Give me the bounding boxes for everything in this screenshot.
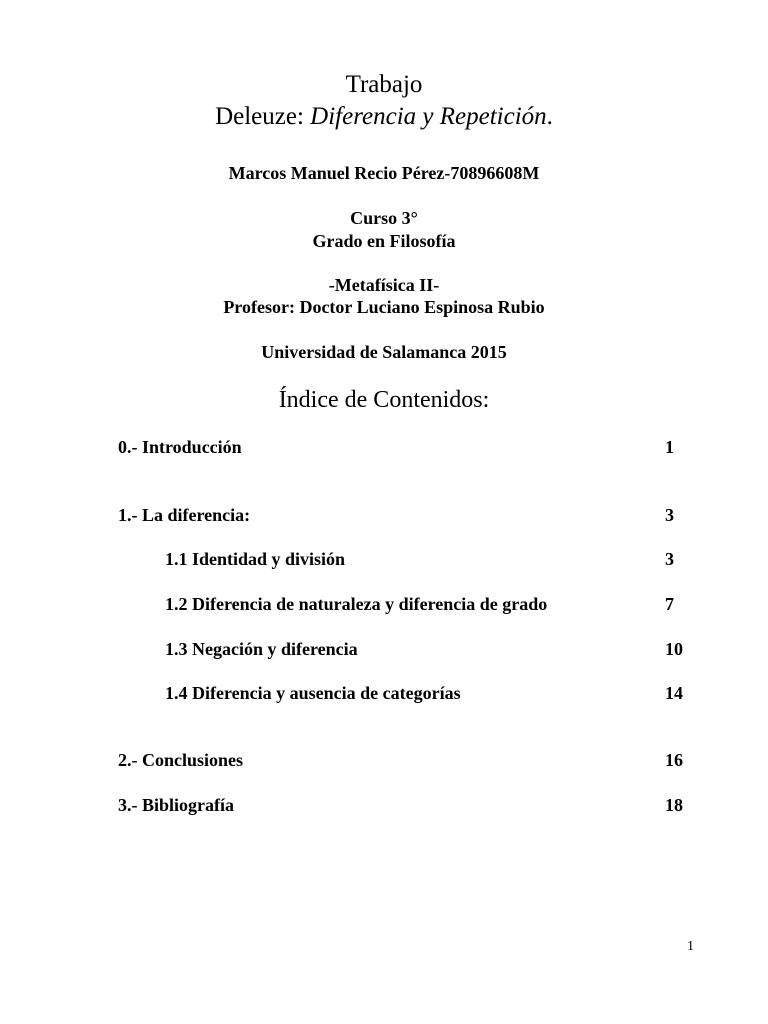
toc-entry-page: 7 <box>665 594 674 614</box>
toc-entry <box>0 793 768 817</box>
professor-line: Profesor: Doctor Luciano Espinosa Rubio <box>223 297 545 317</box>
toc-entry-page: 3 <box>665 549 674 569</box>
toc-entry <box>0 748 768 772</box>
degree-line: Grado en Filosofía <box>312 231 456 251</box>
toc-entry-page: 10 <box>665 639 683 659</box>
toc-entry-label: 1.2 Diferencia de naturaleza y diferencia de grado <box>165 594 548 614</box>
toc-entry-label: 1.1 Identidad y división <box>165 549 346 569</box>
toc-entry-page: 16 <box>665 750 683 770</box>
toc-entry-page: 18 <box>665 795 683 815</box>
toc-entry-label: 2.- Conclusiones <box>118 750 244 770</box>
toc-entry-label: 3.- Bibliografía <box>118 795 234 815</box>
title-period: . <box>546 103 553 130</box>
title-trabajo: Trabajo <box>345 71 423 98</box>
title-line-2 <box>0 102 768 132</box>
page-number: 1 <box>687 939 694 954</box>
course-line: Curso 3° <box>350 208 418 228</box>
university-line: Universidad de Salamanca 2015 <box>261 342 507 362</box>
toc-entry <box>0 547 768 571</box>
author-line: Marcos Manuel Recio Pérez-70896608M <box>228 163 540 183</box>
toc-entry-page: 3 <box>665 505 674 525</box>
subject-line: -Metafísica II- <box>328 275 440 295</box>
toc-entry <box>0 435 768 459</box>
toc-entry-label: 1.- La diferencia: <box>118 505 251 525</box>
title-line-1 <box>0 70 768 100</box>
title-author-name: Deleuze: <box>215 103 311 130</box>
title-work-name: Diferencia y Repetición <box>310 103 547 130</box>
toc-entry <box>0 681 768 705</box>
toc-entry-page: 1 <box>665 437 674 457</box>
toc-entry-page: 14 <box>665 683 683 703</box>
toc-entry <box>0 503 768 527</box>
index-heading: Índice de Contenidos: <box>278 387 490 413</box>
toc-entry <box>0 637 768 661</box>
toc-entry-label: 0.- Introducción <box>118 437 242 457</box>
toc-entry-label: 1.4 Diferencia y ausencia de categorías <box>165 683 461 703</box>
toc-entry-label: 1.3 Negación y diferencia <box>165 639 358 659</box>
toc-entry <box>0 592 768 616</box>
